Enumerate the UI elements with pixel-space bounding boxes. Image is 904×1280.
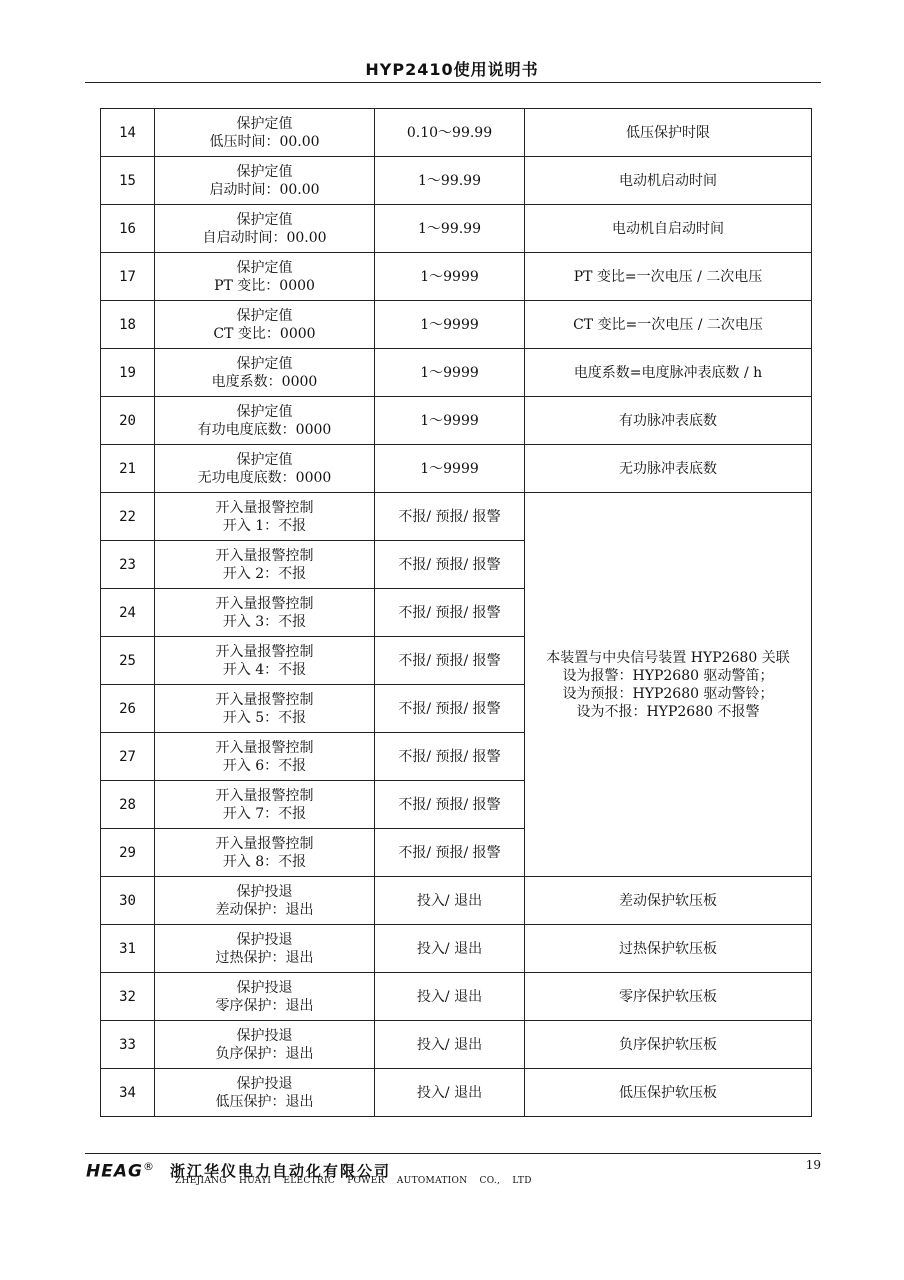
row-number: 30 [101,877,155,925]
description-cell: 零序保护软压板 [525,973,812,1021]
description-cell: 电动机启动时间 [525,157,812,205]
note-line: 本装置与中央信号装置 HYP2680 关联 [546,649,790,666]
range-cell: 0.10～99.99 [375,109,525,157]
description-cell: 低压保护时限 [525,109,812,157]
table-row [101,157,812,205]
param-setting: 无功电度底数：0000 [197,469,332,486]
param-setting: 电度系数：0000 [211,373,318,390]
param-setting: 零序保护：退出 [215,997,314,1014]
param-cell [155,829,375,877]
param-cell [155,253,375,301]
param-setting: 低压时间：00.00 [209,133,320,150]
param-cell [155,637,375,685]
company-name-en: ZHEJIANG HUAYI ELECTRIC POWER AUTOMATION CO., LTD [175,1176,532,1186]
page-number: 19 [805,1158,821,1172]
param-category: 开入量报警控制 [215,691,314,708]
row-number: 29 [101,829,155,877]
description-cell: 差动保护软压板 [525,877,812,925]
param-category: 保护定值 [236,307,293,324]
row-number: 15 [101,157,155,205]
param-cell [155,589,375,637]
param-cell [155,685,375,733]
param-setting: 开入 7：不报 [222,805,307,822]
note-line: 设为报警：HYP2680 驱动警笛； [562,667,774,684]
range-cell: 1～9999 [375,301,525,349]
param-setting: 开入 2：不报 [222,565,307,582]
param-category: 保护定值 [236,211,293,228]
param-category: 开入量报警控制 [215,499,314,516]
range-cell: 投入/ 退出 [375,973,525,1021]
range-cell: 1～9999 [375,349,525,397]
range-cell: 投入/ 退出 [375,877,525,925]
description-cell: 电度系数=电度脉冲表底数 / h [525,349,812,397]
param-category: 开入量报警控制 [215,739,314,756]
range-cell: 1～99.99 [375,205,525,253]
param-cell [155,397,375,445]
range-cell: 投入/ 退出 [375,1021,525,1069]
company-logo [86,1160,155,1182]
row-number: 14 [101,109,155,157]
table-row [101,109,812,157]
range-cell: 不报/ 预报/ 报警 [375,493,525,541]
param-category: 保护定值 [236,403,293,420]
table-row [101,493,812,541]
description-cell: 负序保护软压板 [525,1021,812,1069]
description-cell: 低压保护软压板 [525,1069,812,1117]
table-row [101,973,812,1021]
description-cell: 无功脉冲表底数 [525,445,812,493]
param-setting: 开入 4：不报 [222,661,307,678]
range-cell: 投入/ 退出 [375,925,525,973]
description-cell: 过热保护软压板 [525,925,812,973]
param-setting: 有功电度底数：0000 [197,421,332,438]
param-setting: 开入 5：不报 [222,709,307,726]
range-cell: 不报/ 预报/ 报警 [375,589,525,637]
param-cell [155,1021,375,1069]
param-cell [155,733,375,781]
logo-text: HEAG [86,1161,143,1182]
table-row [101,253,812,301]
param-cell [155,925,375,973]
param-cell [155,493,375,541]
param-cell [155,877,375,925]
param-category: 开入量报警控制 [215,787,314,804]
row-number: 32 [101,973,155,1021]
param-category: 开入量报警控制 [215,835,314,852]
range-cell: 不报/ 预报/ 报警 [375,733,525,781]
param-cell [155,973,375,1021]
table-row [101,925,812,973]
param-setting: 自启动时间：00.00 [202,229,327,246]
company-name-cn: 浙江华仪电力自动化有限公司 [170,1162,392,1180]
param-setting: 开入 1：不报 [222,517,307,534]
range-cell: 1～9999 [375,445,525,493]
param-setting: 开入 3：不报 [222,613,307,630]
param-setting: 低压保护：退出 [215,1093,314,1110]
param-category: 开入量报警控制 [215,547,314,564]
row-number: 26 [101,685,155,733]
table-row [101,1021,812,1069]
parameter-table [100,108,812,1117]
range-cell: 1～99.99 [375,157,525,205]
param-setting: 过热保护：退出 [215,949,314,966]
table-row [101,349,812,397]
range-cell: 不报/ 预报/ 报警 [375,541,525,589]
param-cell [155,205,375,253]
row-number: 18 [101,301,155,349]
row-number: 16 [101,205,155,253]
param-category: 保护投退 [236,931,293,948]
table-row [101,301,812,349]
description-cell: PT 变比=一次电压 / 二次电压 [525,253,812,301]
param-setting: 差动保护：退出 [215,901,314,918]
param-category: 保护定值 [236,115,293,132]
row-number: 24 [101,589,155,637]
note-line: 设为不报：HYP2680 不报警 [576,703,760,720]
param-setting: CT 变比：0000 [213,325,316,342]
param-category: 保护定值 [236,355,293,372]
param-cell [155,445,375,493]
range-cell: 投入/ 退出 [375,1069,525,1117]
param-cell [155,781,375,829]
row-number: 21 [101,445,155,493]
description-cell: 电动机自启动时间 [525,205,812,253]
range-cell: 不报/ 预报/ 报警 [375,685,525,733]
row-number: 20 [101,397,155,445]
row-number: 23 [101,541,155,589]
param-setting: 开入 6：不报 [222,757,307,774]
alarm-linkage-note [525,493,812,877]
param-category: 保护定值 [236,259,293,276]
registered-mark: ® [142,1160,155,1173]
table-row [101,1069,812,1117]
param-category: 保护定值 [236,163,293,180]
range-cell: 不报/ 预报/ 报警 [375,781,525,829]
row-number: 17 [101,253,155,301]
param-category: 开入量报警控制 [215,595,314,612]
param-category: 保护定值 [236,451,293,468]
row-number: 34 [101,1069,155,1117]
range-cell: 1～9999 [375,397,525,445]
row-number: 19 [101,349,155,397]
param-category: 保护投退 [236,883,293,900]
param-cell [155,349,375,397]
param-setting: 启动时间：00.00 [209,181,320,198]
row-number: 31 [101,925,155,973]
param-category: 保护投退 [236,1075,293,1092]
note-line: 设为预报：HYP2680 驱动警铃； [562,685,774,702]
description-cell: 有功脉冲表底数 [525,397,812,445]
row-number: 25 [101,637,155,685]
table-row [101,445,812,493]
param-category: 开入量报警控制 [215,643,314,660]
param-setting: PT 变比：0000 [214,277,315,294]
row-number: 22 [101,493,155,541]
description-cell: CT 变比=一次电压 / 二次电压 [525,301,812,349]
param-category: 保护投退 [236,1027,293,1044]
table-row [101,877,812,925]
row-number: 28 [101,781,155,829]
range-cell: 不报/ 预报/ 报警 [375,829,525,877]
param-cell [155,157,375,205]
param-cell [155,541,375,589]
range-cell: 不报/ 预报/ 报警 [375,637,525,685]
header-rule [85,82,821,83]
param-cell [155,1069,375,1117]
param-category: 保护投退 [236,979,293,996]
row-number: 33 [101,1021,155,1069]
row-number: 27 [101,733,155,781]
table-row [101,397,812,445]
page-header-title: HYP2410使用说明书 [365,60,539,79]
param-setting: 开入 8：不报 [222,853,307,870]
footer-rule [85,1153,821,1154]
table-row [101,205,812,253]
param-cell [155,301,375,349]
range-cell: 1～9999 [375,253,525,301]
param-cell [155,109,375,157]
param-setting: 负序保护：退出 [215,1045,314,1062]
